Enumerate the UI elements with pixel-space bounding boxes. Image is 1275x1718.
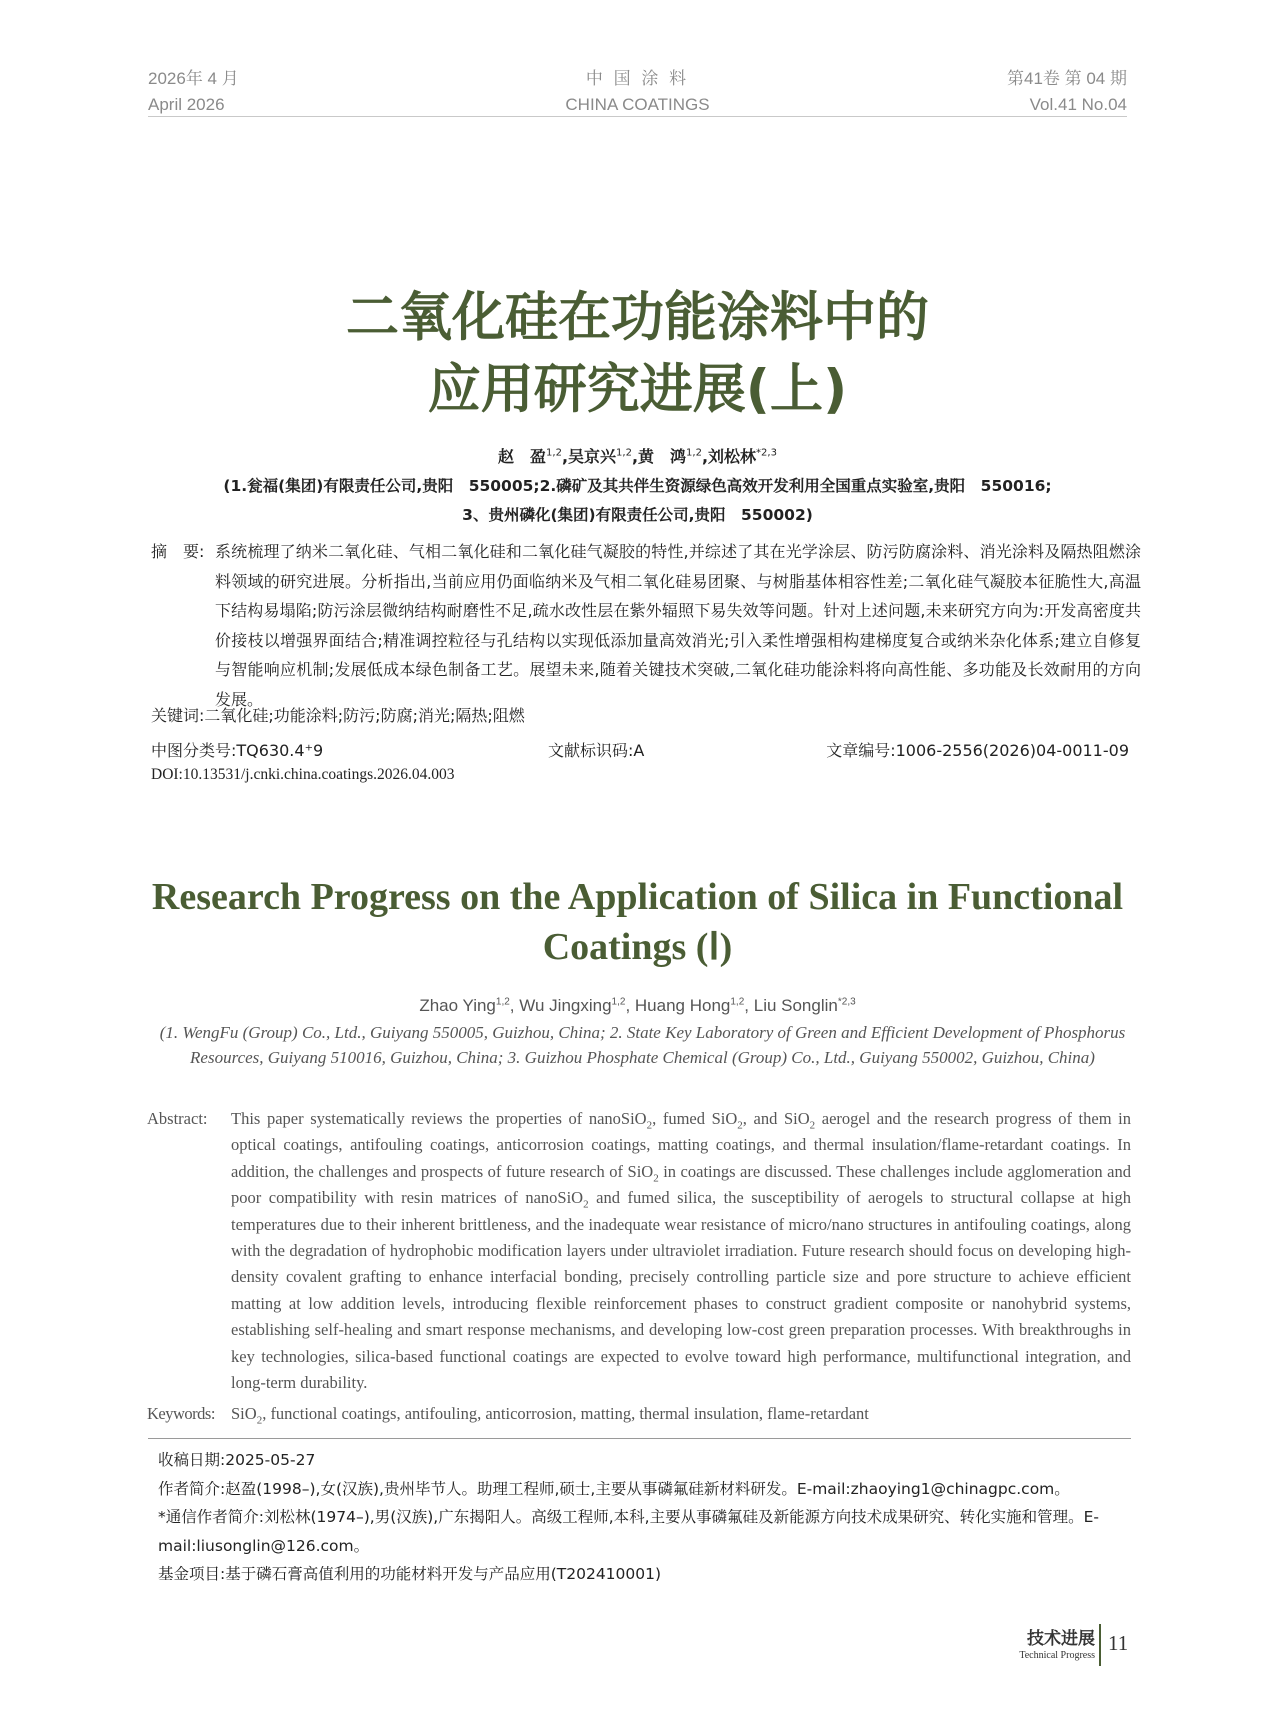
cn-affiliation-line2: 3、贵州磷化(集团)有限责任公司,贵阳 550002) [462, 506, 813, 524]
en-authors [0, 996, 1275, 1016]
footnote-received: 收稿日期:2025-05-27 [158, 1451, 316, 1469]
cn-clc-number: 中图分类号:TQ630.4⁺9 [151, 741, 324, 760]
footnote-divider [148, 1438, 1131, 1439]
footnote-corresponding: *通信作者简介:刘松林(1974–),男(汉族),广东揭阳人。高级工程师,本科,主要从事磷氟硅及新能源方向技术成果研究、转化实施和管理。E-mail:liusonglin@126.com。 [158, 1508, 1099, 1555]
cn-author: 刘松林$^{*2,3}$ [708, 447, 777, 466]
cn-keywords: 关键词:二氧化硅;功能涂料;防污;防腐;消光;隔热;阻燃 [151, 706, 525, 725]
section-label-en: Technical Progress [1019, 1650, 1095, 1661]
section-label-cn: 技术进展 [1027, 1629, 1095, 1649]
en-author: Huang Hong$^{1,2}$, [634, 996, 754, 1015]
header-divider [148, 116, 1127, 117]
cn-author: 赵 盈$^{1,2}$, [498, 447, 569, 466]
page-number: 11 [1108, 1631, 1129, 1655]
en-keywords-label: Keywords: [147, 1404, 215, 1423]
en-abstract-body: This paper systematically reviews the properties of nanoSiO$_2$, fumed SiO$_2$, and SiO$_2$ aerogel and the research progress of them in optical coatings, antifouling coatings, anticorrosion coatings, matting coatings, and thermal insulation/flame-retardant coatings. In addition, the challenges and prospects of future research of SiO$_2$ in coatings are discussed. These challenges include agglomeration and poor compatibility with resin matrices of nanoSiO$_2$ and fumed silica, the susceptibility of aerogels to structural collapse at high temperatures due to their inherent brittleness, and the inadequate wear resistance of micro/nano structures in antifouling coatings, along with the degradation of hydrophobic modification layers under ultraviolet irradiation. Future research should focus on developing high-density covalent grafting to enhance interfacial bonding, precisely controlling particle size and pore structure to achieve efficient matting at low addition levels, introducing flexible reinforcement phases to construct gradient composite or nanohybrid systems, establishing self-healing and smart response mechanisms, and developing low-cost green preparation processes. With breakthroughs in key technologies, silica-based functional coatings are expected to evolve toward high performance, multifunctional integration, and long-term durability. [231, 1109, 1131, 1393]
footnote-author-bio: 作者简介:赵盈(1998–),女(汉族),贵州毕节人。助理工程师,硕士,主要从事磷氟硅新材料研发。E-mail:zhaoying1@chinagpc.com。 [158, 1479, 1070, 1498]
cn-authors [0, 444, 1275, 467]
en-abstract [147, 1106, 1131, 1396]
cn-affiliations [160, 472, 1115, 530]
header-issue-en: Vol.41 No.04 [1029, 95, 1127, 114]
cn-title-line2: 应用研究进展(上) [427, 359, 848, 420]
cn-abstract-body: 系统梳理了纳米二氧化硅、气相二氧化硅和二氧化硅气凝胶的特性,并综述了其在光学涂层、防污防腐涂料、消光涂料及隔热阻燃涂料领域的研究进展。分析指出,当前应用仍面临纳米及气相二氧化硅易团聚、与树脂基体相容性差;二氧化硅气凝胶本征脆性大,高温下结构易塌陷;防污涂层微纳结构耐磨性不足,疏水改性层在紫外辐照下易失效等问题。针对上述问题,未来研究方向为:开发高密度共价接枝以增强界面结合;精准调控粒径与孔结构以实现低添加量高效消光;引入柔性增强相构建梯度复合或纳米杂化体系;建立自修复与智能响应机制;发展低成本绿色制备工艺。展望未来,随着关键技术突破,二氧化硅功能涂料将向高性能、多功能及长效耐用的方向发展。 [215, 542, 1141, 709]
en-affiliations: (1. WengFu (Group) Co., Ltd., Guiyang 550005, Guizhou, China; 2. State Key Laboratory of Green and Efficient Development of Phosphorus Resources, Guiyang 510016, Guizhou, China; 3. Guizhou Phosphate Chemical (Group) Co., Ltd., Guiyang 550002, Guizhou, China) [159, 1023, 1126, 1067]
en-keywords [147, 1404, 869, 1427]
page-mark-bar [1099, 1624, 1101, 1666]
header-journal-en: CHINA COATINGS [565, 95, 710, 114]
cn-title [0, 282, 1275, 426]
header-date-en: April 2026 [148, 95, 225, 114]
en-title-line2: Coatings (Ⅰ) [542, 926, 733, 968]
cn-document-code: 文献标识码:A [548, 741, 645, 760]
en-author: Wu Jingxing$^{1,2}$, [519, 996, 635, 1015]
cn-abstract [151, 537, 1141, 714]
cn-author: 黄 鸿$^{1,2}$, [638, 447, 709, 466]
en-abstract-label: Abstract: [147, 1109, 208, 1128]
cn-title-line1: 二氧化硅在功能涂料中的 [346, 287, 929, 348]
en-author: Liu Songlin$^{*2,3}$ [753, 996, 856, 1015]
header-issue-cn: 第41卷 第 04 期 [1007, 69, 1127, 88]
cn-affiliation-line1: (1.瓮福(集团)有限责任公司,贵阳 550005;2.磷矿及其共伴生资源绿色高效开发利用全国重点实验室,贵阳 550016; [223, 477, 1052, 495]
en-title-line1: Research Progress on the Application of Silica in Functional [151, 876, 1124, 918]
cn-author: 吴京兴$^{1,2}$, [568, 447, 639, 466]
header-journal-cn: 中 国 涂 料 [585, 69, 690, 88]
en-keywords-body: SiO$_2$, functional coatings, antifouling, anticorrosion, matting, thermal insulation, flame-retardant [231, 1404, 869, 1427]
en-author: Zhao Ying$^{1,2}$, [419, 996, 520, 1015]
header-date-cn: 2026年 4 月 [148, 69, 239, 88]
footnote-fund: 基金项目:基于磷石膏高值利用的功能材料开发与产品应用(T202410001) [158, 1565, 662, 1583]
cn-abstract-label: 摘 要: [151, 542, 205, 561]
footnotes [158, 1446, 1128, 1589]
doi: DOI:10.13531/j.cnki.china.coatings.2026.04.003 [151, 766, 455, 783]
header-issue [1007, 66, 1127, 118]
cn-article-number: 文章编号:1006-2556(2026)04-0011-09 [826, 741, 1129, 760]
en-title [0, 872, 1275, 972]
